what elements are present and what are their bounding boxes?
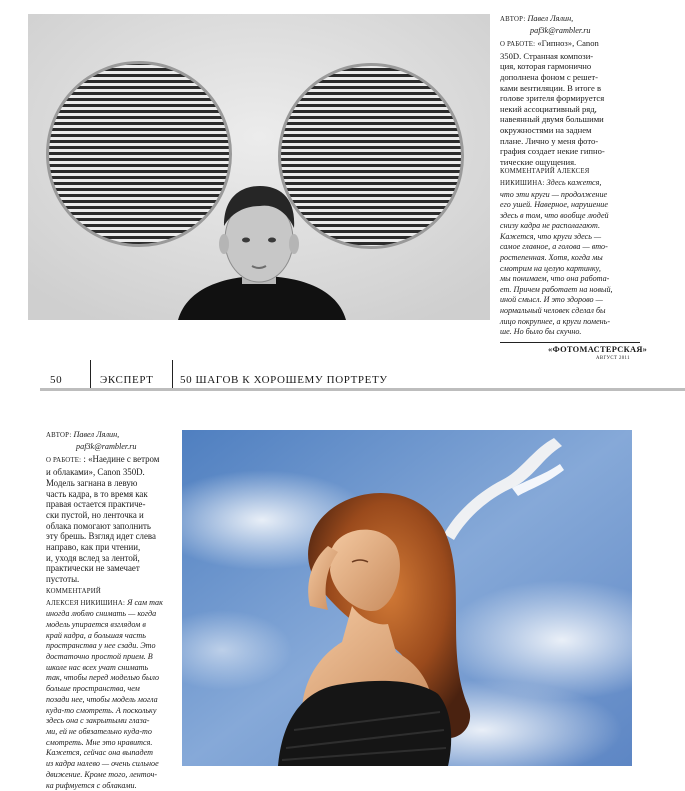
top-comment-line-8: смотрим на целую картинку, bbox=[500, 264, 650, 275]
bottom-comment-line-8: больше пространства, чем bbox=[46, 684, 178, 695]
top-comment-line-2: его ушей. Наверное, нарушение bbox=[500, 200, 650, 211]
logo-rule bbox=[500, 342, 640, 343]
top-comment-line-4: снизу кадра не располагают. bbox=[500, 221, 650, 232]
series-title: 50 ШАГОВ К ХОРОШЕМУ ПОРТРЕТУ bbox=[180, 374, 388, 386]
bottom-about-line-6: облака помогают заполнить bbox=[46, 521, 178, 532]
bottom-comment-line-5: достаточно простой прием. В bbox=[46, 652, 178, 663]
magazine-issue: АВГУСТ 2011 bbox=[596, 356, 630, 361]
top-comment-label-2: НИКИШИНА: bbox=[500, 180, 545, 187]
top-about-label: О РАБОТЕ: bbox=[500, 41, 535, 48]
top-about-line-5: голове зрителя формируется bbox=[500, 93, 650, 104]
top-about-line-3: дополнена фоном с решет- bbox=[500, 72, 650, 83]
header-rule bbox=[40, 388, 685, 391]
header-separator-1 bbox=[90, 360, 91, 390]
top-author-email: paf3k@rambler.ru bbox=[500, 26, 650, 37]
bottom-about-line-4: правая остается практиче- bbox=[46, 499, 178, 510]
top-comment-line-10: ет. Причем работает на новый, bbox=[500, 285, 650, 296]
top-comment-line-5: Кажется, что круги здесь — bbox=[500, 232, 650, 243]
top-comment-line-14: ше. Но было бы скучно. bbox=[500, 327, 650, 338]
bottom-comment-line-13: смотреть. Мне это нравится. bbox=[46, 738, 178, 749]
top-about-line-10: графия создает некие гипно- bbox=[500, 146, 650, 157]
top-comment-line-1: что эти круги — продолжение bbox=[500, 190, 650, 201]
top-about-line-8: окружностями на заднем bbox=[500, 125, 650, 136]
top-comment-line-7: ростепенная. Хотя, когда мы bbox=[500, 253, 650, 264]
wind-and-clouds-photo-illustration bbox=[182, 430, 632, 766]
bottom-comment-label-1: КОММЕНТАРИЙ bbox=[46, 587, 178, 598]
hypnosis-photo-illustration bbox=[28, 14, 490, 320]
top-about-line-11: тические ощущения. bbox=[500, 157, 650, 168]
bottom-comment-line-6: школе нас всех учат снимать bbox=[46, 663, 178, 674]
bottom-about-line-0: : «Наедине с ветром bbox=[83, 454, 159, 464]
bottom-comment-line-14: Кажется, сейчас она выпадет bbox=[46, 748, 178, 759]
bottom-about-line-7: эту брешь. Взгляд идет слева bbox=[46, 531, 178, 542]
top-comment-line-6: самое главное, а голова — вто- bbox=[500, 242, 650, 253]
top-comment-line-11: иной смысл. И это здорово — bbox=[500, 295, 650, 306]
top-about-line-0: «Гипноз», Canon bbox=[537, 38, 598, 48]
bottom-about-line-1: и облаками», Canon 350D. bbox=[46, 467, 178, 478]
bottom-about-line-10: практически не замечает bbox=[46, 563, 178, 574]
top-about-line-9: плане. Лично у меня фото- bbox=[500, 136, 650, 147]
bottom-article-text bbox=[46, 430, 178, 791]
top-comment-label-1: КОММЕНТАРИЙ АЛЕКСЕЯ bbox=[500, 167, 650, 178]
bottom-comment-line-3: край кадра, а большая часть bbox=[46, 631, 178, 642]
bottom-comment-line-16: движение. Кроме того, ленточ- bbox=[46, 770, 178, 781]
hypnosis-photo bbox=[28, 14, 490, 320]
bottom-comment-line-9: позади нее, чтобы модель могла bbox=[46, 695, 178, 706]
bottom-comment-line-1: иногда люблю снимать — когда bbox=[46, 609, 178, 620]
bottom-about-line-5: ски пустой, но ленточка и bbox=[46, 510, 178, 521]
top-author-name: Павел Лялин, bbox=[528, 14, 574, 23]
bottom-about-line-11: пустоты. bbox=[46, 574, 178, 585]
bottom-comment-line-12: ми, ей не обязательно куда-то bbox=[46, 727, 178, 738]
page-number: 50 bbox=[50, 374, 62, 386]
bottom-comment-line-11: здесь она с закрытыми глаза- bbox=[46, 716, 178, 727]
bottom-author-email: paf3k@rambler.ru bbox=[46, 442, 178, 453]
top-about-line-1: 350D. Странная компози- bbox=[500, 51, 650, 62]
bottom-about-line-3: часть кадра, в то время как bbox=[46, 489, 178, 500]
bottom-comment-line-7: так, чтобы перед моделью было bbox=[46, 673, 178, 684]
bottom-about-line-8: направо, как при чтении, bbox=[46, 542, 178, 553]
header-separator-2 bbox=[172, 360, 173, 390]
bottom-about-line-9: и, уходя вслед за лентой, bbox=[46, 553, 178, 564]
bottom-author-label: АВТОР: bbox=[46, 432, 71, 439]
wind-and-clouds-photo bbox=[182, 430, 632, 766]
top-about-line-4: ками вентиляции. В итоге в bbox=[500, 83, 650, 94]
bottom-comment-line-4: пространства у нее сзади. Это bbox=[46, 641, 178, 652]
bottom-author-name: Павел Лялин, bbox=[74, 430, 120, 439]
bottom-comment-line-0: Я сам так bbox=[127, 598, 163, 607]
bottom-comment-line-17: ка рифмуется с облаками. bbox=[46, 781, 178, 791]
top-comment-line-0: Здесь кажется, bbox=[547, 178, 602, 187]
bottom-comment-line-10: куда-то смотреть. А поскольку bbox=[46, 706, 178, 717]
top-comment-line-13: лицо покрупнее, а круги помень- bbox=[500, 317, 650, 328]
bottom-about-label: О РАБОТЕ: bbox=[46, 457, 81, 464]
top-comment-line-12: нормальный человек сделал бы bbox=[500, 306, 650, 317]
magazine-logo: «ФОТОМАСТЕРСКАЯ» bbox=[548, 345, 647, 354]
top-comment-line-3: здесь в том, что вообще людей bbox=[500, 211, 650, 222]
bottom-about-line-2: Модель загнана в левую bbox=[46, 478, 178, 489]
bottom-comment-line-2: модель упирается взглядом в bbox=[46, 620, 178, 631]
top-about-line-7: навеянный двумя большими bbox=[500, 114, 650, 125]
section-name: ЭКСПЕРТ bbox=[100, 374, 154, 386]
top-comment-line-9: мы понимаем, что она работа- bbox=[500, 274, 650, 285]
bottom-comment-line-15: из кадра налево — очень сильное bbox=[46, 759, 178, 770]
top-article-text bbox=[500, 14, 650, 338]
bottom-comment-label-2: АЛЕКСЕЯ НИКИШИНА: bbox=[46, 600, 125, 607]
top-about-line-2: ция, которая гармонично bbox=[500, 61, 650, 72]
top-author-label: АВТОР: bbox=[500, 16, 525, 23]
top-about-line-6: некий ассоциативный ряд, bbox=[500, 104, 650, 115]
